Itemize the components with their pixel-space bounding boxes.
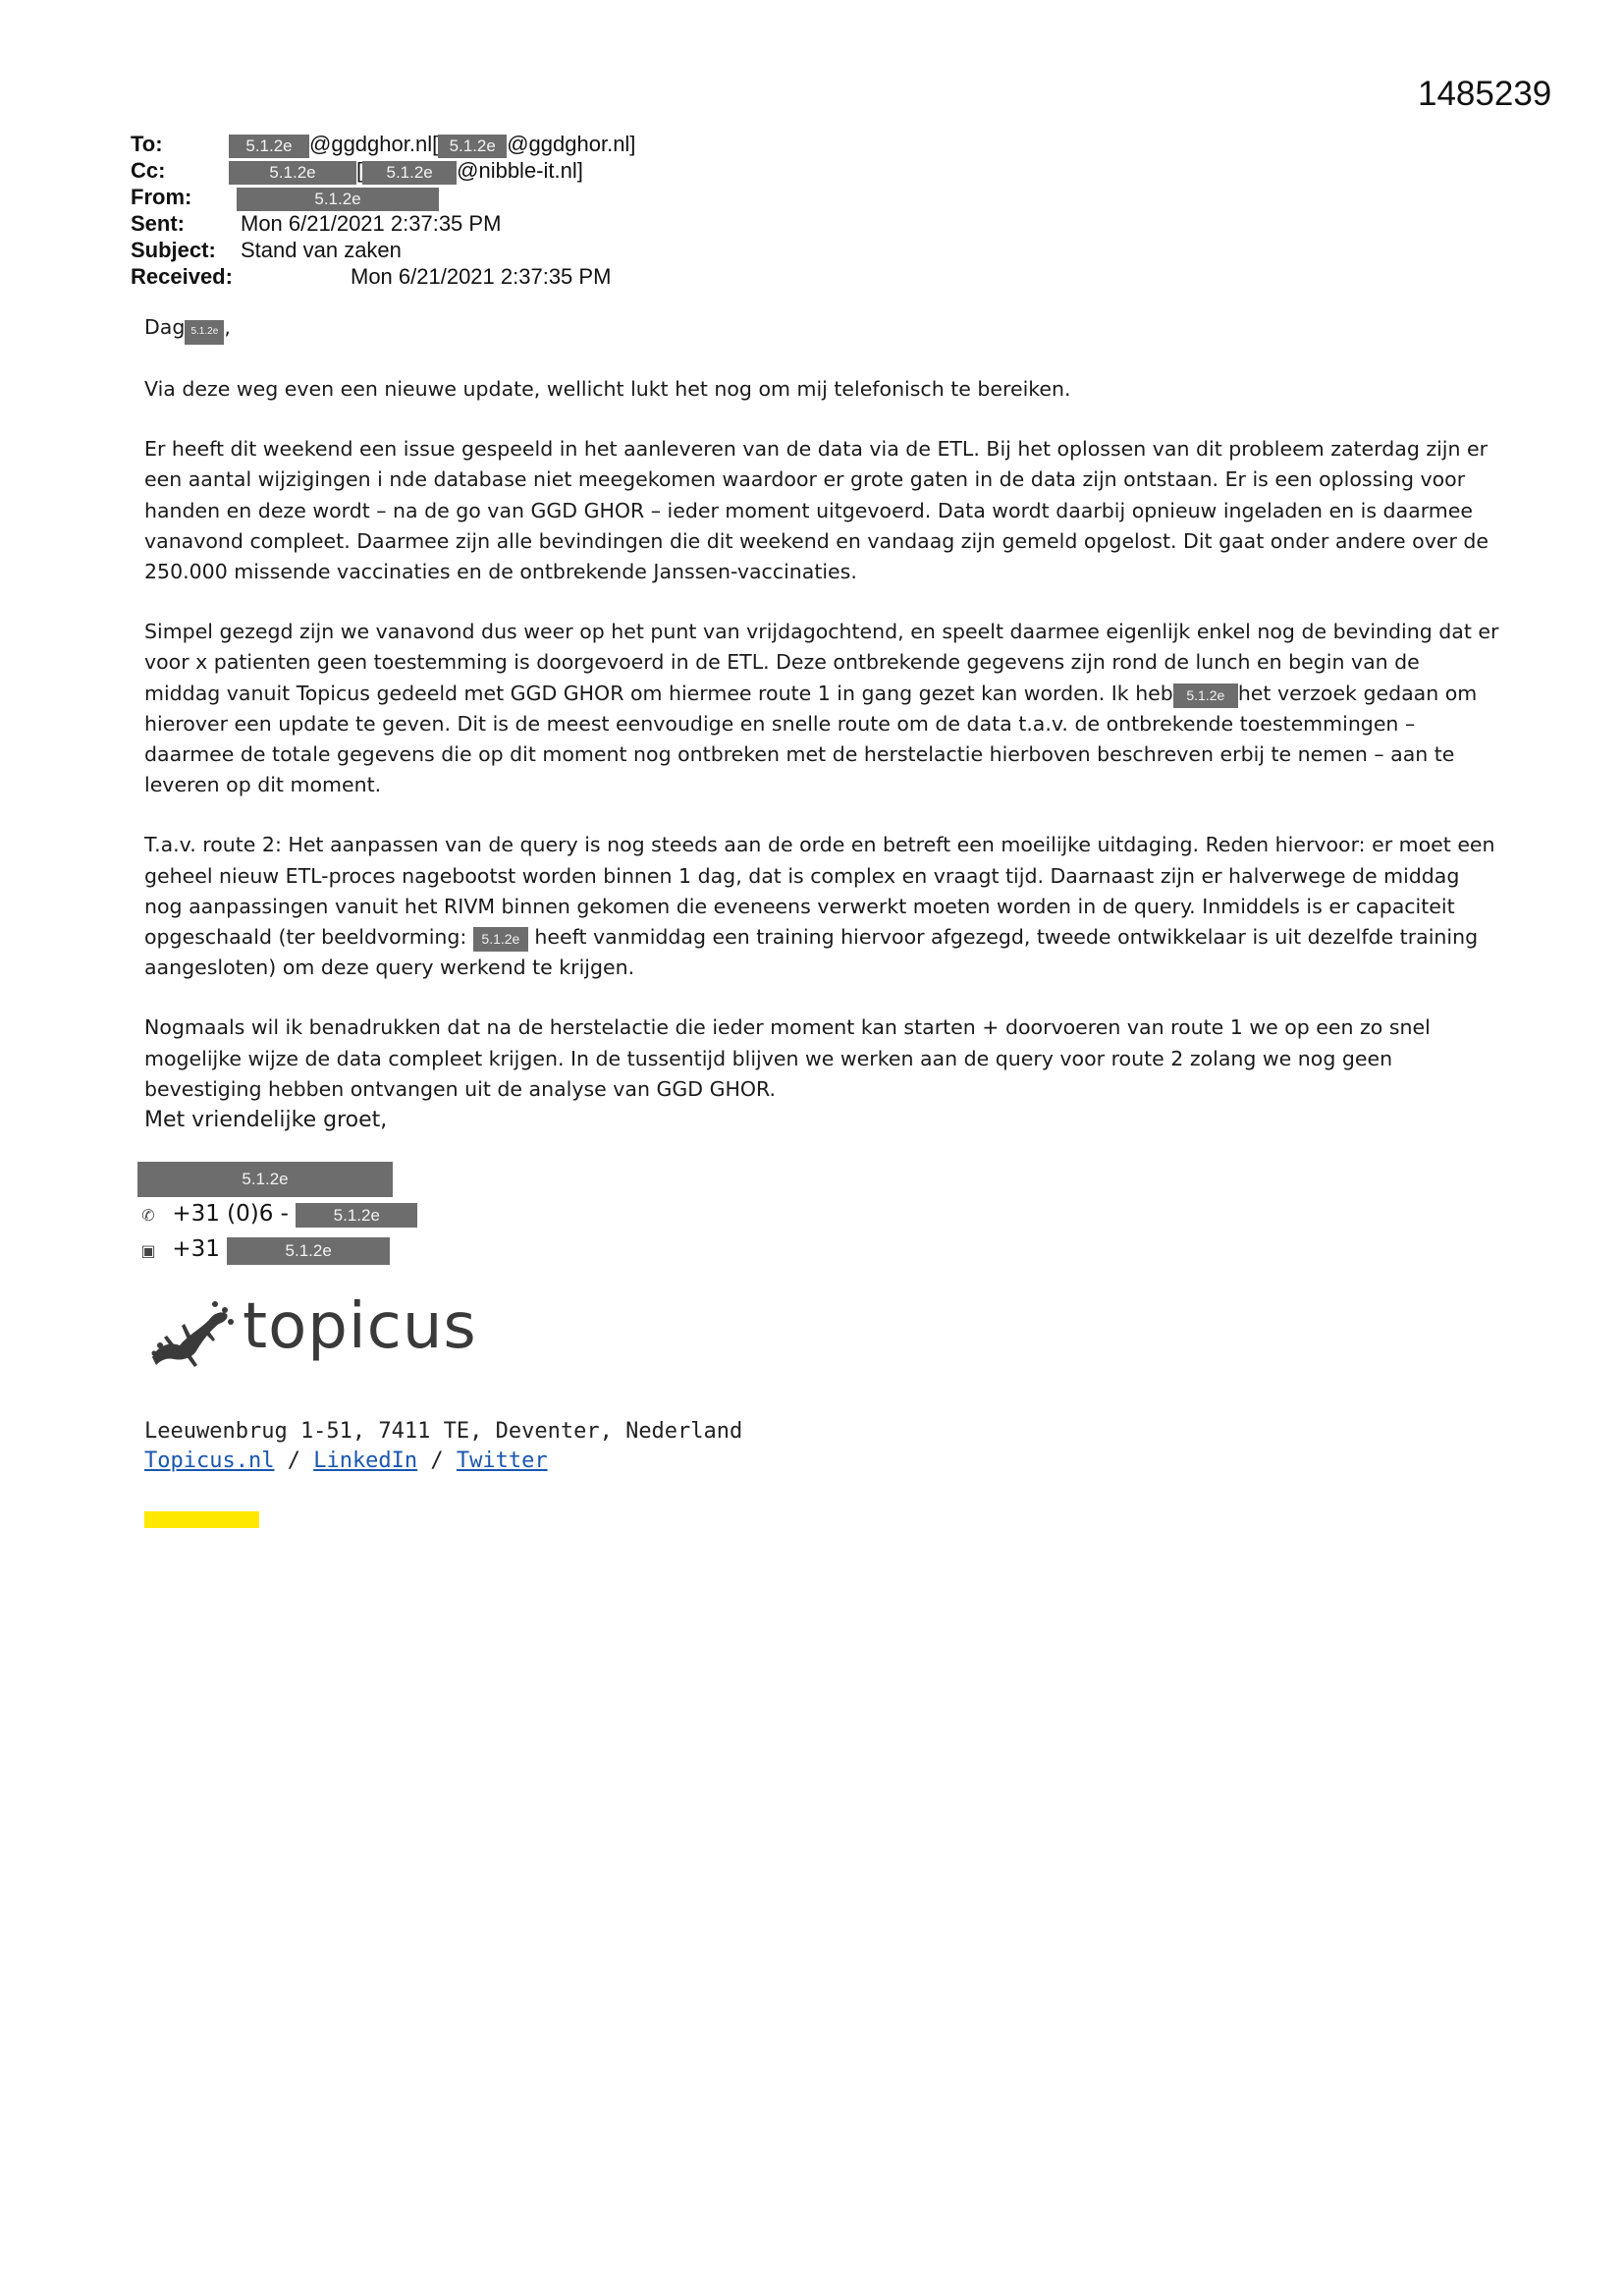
- redaction: 5.1.2e: [229, 135, 309, 158]
- topicus-logo: [144, 1290, 477, 1376]
- to-domain-1: @ggdghor.nl[: [309, 132, 439, 156]
- paragraph-2: Er heeft dit weekend een issue gespeeld in het aanleveren van de data via de ETL. Bij het oplossen van dit probleem zaterdag zijn er een aantal wijzigingen i nde database niet meegekomen waardoor er grote gaten in de data zijn ontstaan. Er is een oplossing voor handen en deze wordt – na de go van GGD GHOR – ieder moment uitgevoerd. Data wordt daarbij opnieuw ingeladen en is daarmee vanavond compleet. Daarmee zijn alle bevindingen die dit weekend en vandaag zijn gemeld opgelost. Dit gaat onder andere over de 250.000 missende vaccinaties en de ontbrekende Janssen-vaccinaties.: [144, 437, 1489, 584]
- redaction: 5.1.2e: [185, 320, 224, 345]
- redaction: 5.1.2e: [362, 161, 457, 185]
- address: Leeuwenbrug 1-51, 7411 TE, Deventer, Nederland: [144, 1419, 743, 1444]
- cc-domain: @nibble-it.nl]: [457, 158, 583, 183]
- fax-row: ▣ +31 5.1.2e: [137, 1236, 390, 1265]
- paragraph-5: Nogmaals wil ik benadrukken dat na de herstelactie die ieder moment kan starten + doorvoeren van route 1 we op een zo snel mogelijke wijze de data compleet krijgen. In de tussentijd blijven we werken aan de query voor route 2 zolang we nog geen bevestiging hebben ontvangen uit de analyse van GGD GHOR.: [144, 1015, 1431, 1101]
- redaction: 5.1.2e: [296, 1203, 417, 1228]
- phone-row: ✆ +31 (0)6 - 5.1.2e: [137, 1201, 417, 1228]
- cc-label: Cc:: [131, 158, 166, 183]
- to-label: To:: [131, 132, 163, 156]
- phone-icon: ✆: [141, 1206, 155, 1225]
- sent-label: Sent:: [131, 211, 185, 236]
- links: Topicus.nl / LinkedIn / Twitter: [144, 1449, 548, 1473]
- cc-bracket: [: [356, 158, 363, 183]
- fax-icon: ▣: [140, 1241, 156, 1260]
- redaction: 5.1.2e: [1173, 683, 1238, 708]
- subject-value: Stand van zaken: [241, 238, 402, 262]
- redaction: 5.1.2e: [229, 161, 356, 185]
- paragraph-3: Simpel gezegd zijn we vanavond dus weer op het punt van vrijdagochtend, en speelt daarmee eigenlijk enkel nog de bevinding dat er voor x patienten geen toestemming is doorgevoerd in de ETL. Deze ontbrekende gegevens zijn rond de lunch en begin van de middag vanuit Topicus gedeeld met GGD GHOR om hiermee route 1 in gang gezet kan worden. Ik heb 5.1.2e het verzoek gedaan om hierover een update te geven. Dit is de meest eenvoudige en snelle route om de data t.a.v. de ontbrekende toestemmingen – daarmee de totale gegevens die op dit moment nog ontbreken met de herstelactie hierboven beschreven erbij te nemen – aan te leveren op dit moment.: [144, 620, 1499, 797]
- received-value: Mon 6/21/2021 2:37:35 PM: [351, 264, 612, 289]
- from-label: From:: [131, 185, 192, 209]
- address-block: [144, 1417, 742, 1476]
- redaction: 5.1.2e: [137, 1162, 393, 1197]
- redaction: 5.1.2e: [473, 927, 528, 952]
- email-body: [144, 312, 1499, 1135]
- salutation: Dag 5.1.2e ,: [144, 312, 1499, 345]
- received-label: Received:: [131, 264, 233, 289]
- sent-value: Mon 6/21/2021 2:37:35 PM: [241, 211, 502, 236]
- paragraph-1: Via deze weg even een nieuwe update, wellicht lukt het nog om mij telefonisch te bereiken.: [144, 377, 1071, 401]
- redaction: 5.1.2e: [227, 1237, 390, 1265]
- redaction: 5.1.2e: [237, 188, 439, 211]
- paragraph-4: T.a.v. route 2: Het aanpassen van de query is nog steeds aan de orde en betreft een moeilijke uitdaging. Reden hiervoor: er moet een geheel nieuw ETL-proces nagebootst worden binnen 1 dag, dat is complex en vraagt tijd. Daarnaast zijn er halverwege de middag nog aanpassingen vanuit het RIVM binnen gekomen die eveneens verwerkt moeten worden in de query. Inmiddels is er capaciteit opgeschaald (ter beeldvorming: 5.1.2e heeft vanmiddag een training hiervoor afgezegd, tweede ontwikkelaar is uit dezelfde training aangesloten) om deze query werkend te krijgen.: [144, 833, 1495, 980]
- link-twitter[interactable]: Twitter: [456, 1449, 548, 1473]
- logo-text: topicus: [243, 1290, 477, 1363]
- closing: Met vriendelijke groet,: [144, 1108, 388, 1133]
- yellow-highlight-bar: [144, 1511, 259, 1528]
- to-domain-2: @ggdghor.nl]: [507, 132, 636, 156]
- subject-label: Subject:: [131, 238, 216, 262]
- redaction: 5.1.2e: [438, 135, 507, 158]
- document-number: 1485239: [1418, 75, 1552, 113]
- link-linkedin[interactable]: LinkedIn: [313, 1449, 418, 1473]
- link-topicus[interactable]: Topicus.nl: [144, 1449, 275, 1473]
- gecko-icon: [144, 1296, 235, 1371]
